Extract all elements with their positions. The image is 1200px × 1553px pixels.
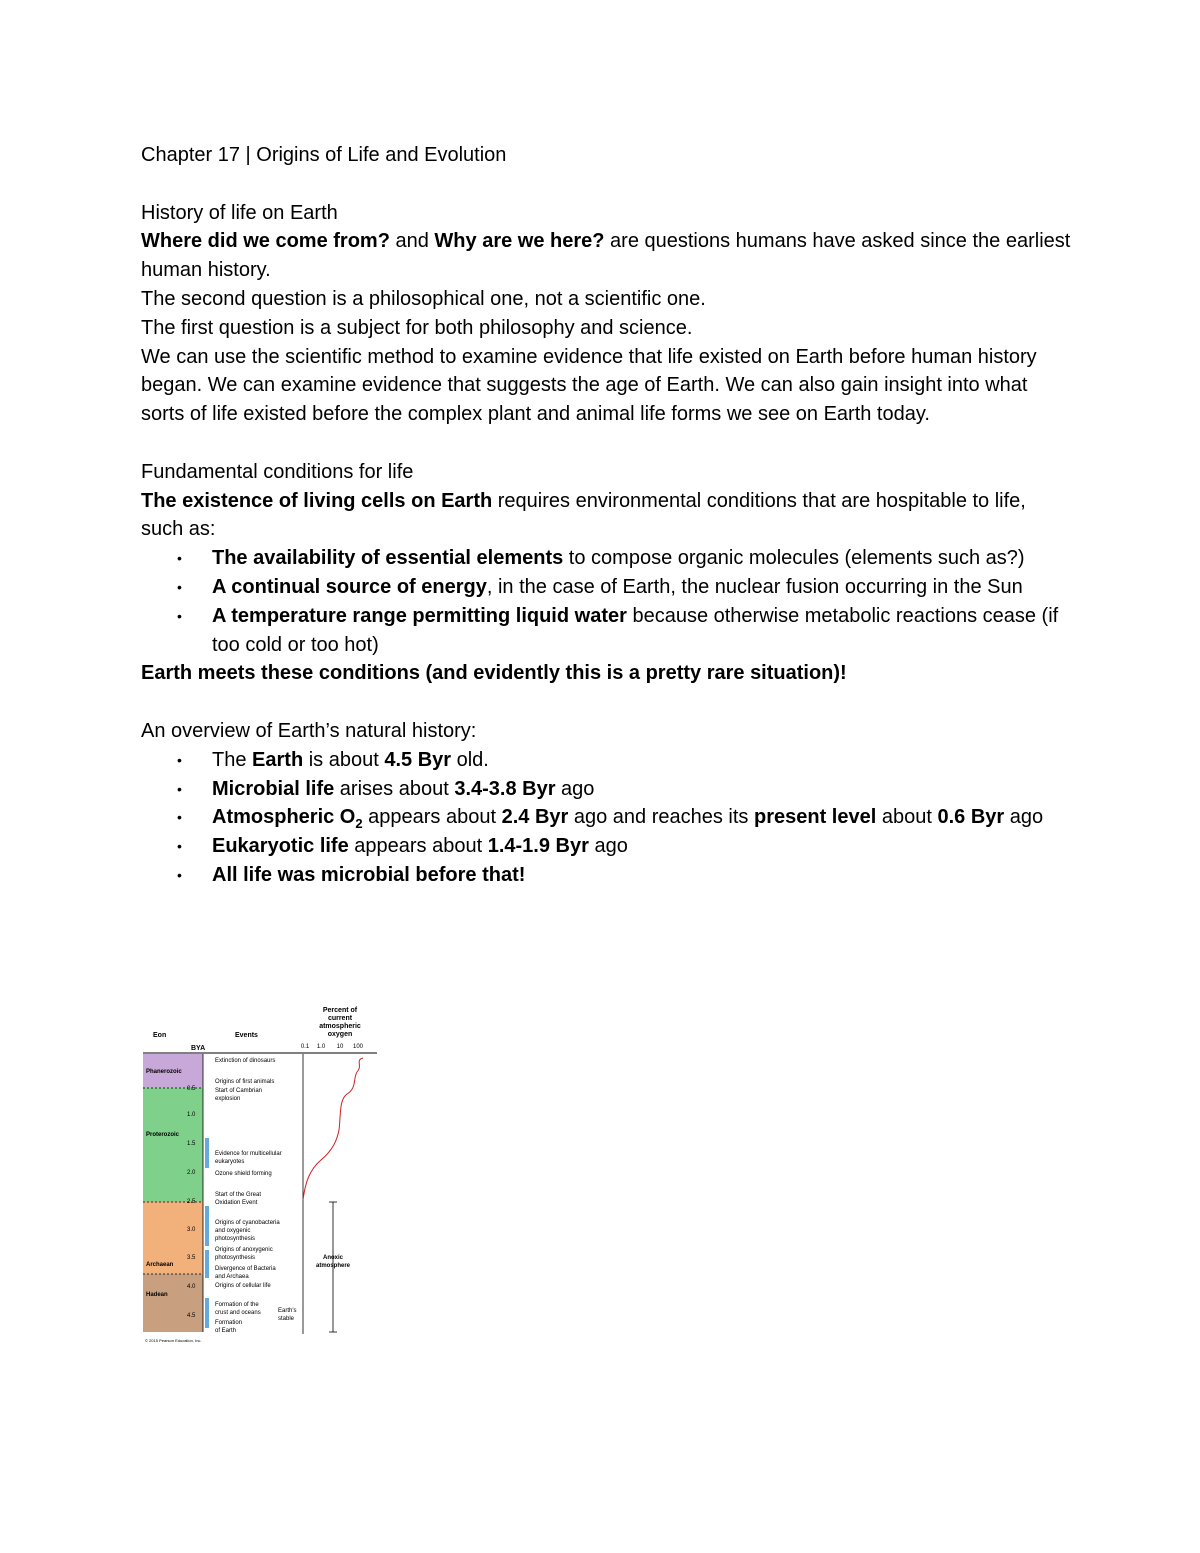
figure-oxygen-header-1: Percent of <box>322 1007 358 1014</box>
event-label: Origins of anoxygenic <box>215 1247 273 1253</box>
conditions-list <box>141 544 1071 659</box>
event-label: Origins of first animals <box>215 1079 275 1085</box>
figure-oxygen-header-3: atmospheric <box>319 1023 361 1030</box>
bullet-icon: • <box>177 866 182 883</box>
event-label: Evidence for multicellular <box>215 1151 282 1157</box>
event-label: and oxygenic <box>215 1228 251 1234</box>
event-label: Formation of the <box>215 1302 259 1308</box>
event-label: Start of Cambrian <box>215 1088 263 1094</box>
anoxic-label: atmosphere <box>315 1263 351 1269</box>
figure-oxygen-tick: 100 <box>352 1044 364 1050</box>
figure-oxygen-tick: 1.0 <box>316 1044 326 1050</box>
history-line-3: The first question is a subject for both philosophy and science. <box>141 316 693 339</box>
event-bar <box>205 1138 209 1168</box>
event-label: Origins of cyanobacteria <box>215 1220 280 1226</box>
event-label: explosion <box>215 1096 241 1102</box>
event-label: eukaryotes <box>215 1159 245 1165</box>
eon-label: Hadean <box>146 1292 168 1298</box>
event-bar <box>205 1298 209 1328</box>
event-label: and Archaea <box>215 1274 249 1280</box>
conditions-heading: Fundamental conditions for life <box>141 460 414 483</box>
bya-tick: 1.5 <box>187 1141 196 1147</box>
bya-tick: 2.0 <box>187 1170 196 1176</box>
figure-events-header: Events <box>235 1032 258 1039</box>
eon-label: Phanerozoic <box>146 1069 182 1075</box>
list-item: • Atmospheric $O_2$ appears about 2.4 Byr ago and reaches its present level about 0.6 Byr ago <box>141 803 1071 832</box>
figure-bya-label: BYA <box>191 1045 206 1052</box>
event-label: Start of the Great <box>215 1192 262 1198</box>
eon-label: Proterozoic <box>146 1132 180 1138</box>
event-label: crust and oceans <box>215 1310 261 1316</box>
list-item: • A temperature range permitting liquid water because otherwise metabolic reactions cease (if too cold or too hot) <box>141 602 1071 660</box>
history-line-2: The second question is a philosophical one, not a scientific one. <box>141 287 706 310</box>
history-line-4: We can use the scientific method to examine evidence that life existed on Earth before human history began. We can examine evidence that suggests the age of Earth. We can also gain insight into what sorts of life existed before the complex plant and animal life forms we see on Earth today. <box>141 345 1037 426</box>
figure-eon-header: Eon <box>153 1032 167 1039</box>
event-label: Formation <box>215 1320 243 1326</box>
history-heading: History of life on Earth <box>141 201 338 224</box>
earth-history-figure <box>143 1004 379 1344</box>
bya-tick: 3.0 <box>187 1227 196 1233</box>
bya-tick: 0.5 <box>187 1086 196 1092</box>
figure-oxygen-header-2: current <box>327 1015 353 1022</box>
bullet-icon: • <box>177 550 182 567</box>
page-title: Chapter 17 | Origins of Life and Evolution <box>141 144 507 166</box>
list-item: • Eukaryotic life appears about 1.4-1.9 Byr ago <box>141 832 1071 861</box>
bullet-icon: • <box>177 751 182 768</box>
event-bar <box>205 1206 209 1246</box>
figure-oxygen-header-4: oxygen <box>327 1031 353 1038</box>
bullet-icon: • <box>177 780 182 797</box>
bullet-icon: • <box>177 607 182 624</box>
event-label: Oxidation Event <box>215 1200 258 1206</box>
figure-oxygen-tick: 0.1 <box>300 1044 310 1050</box>
bya-tick: 4.0 <box>187 1284 196 1290</box>
overview-list <box>141 746 1071 890</box>
conditions-intro: The existence of living cells on Earth requires environmental conditions that are hospitable to life, such as: <box>141 489 1026 541</box>
bya-tick: 4.5 <box>187 1313 196 1319</box>
event-label: photosynthesis <box>215 1255 256 1261</box>
event-label: photosynthesis <box>215 1236 256 1242</box>
earth-stable-label: stable <box>278 1316 295 1322</box>
document-page <box>141 141 1071 890</box>
bullet-icon: • <box>177 809 182 826</box>
anoxic-label: Anoxic <box>322 1255 344 1261</box>
list-item: • All life was microbial before that! <box>141 861 1071 890</box>
event-bar <box>205 1250 209 1278</box>
figure-credit: © 2015 Pearson Education, Inc. <box>145 1338 202 1343</box>
eon-label: Archaean <box>146 1262 174 1268</box>
overview-heading: An overview of Earth’s natural history: <box>141 719 477 742</box>
bya-tick: 1.0 <box>187 1112 196 1118</box>
eon-band-hadean <box>143 1274 203 1332</box>
event-label: Ozone shield forming <box>215 1171 272 1177</box>
earth-stable-label: Earth's <box>278 1308 297 1314</box>
event-label: Divergence of Bacteria <box>215 1266 276 1272</box>
list-item: • The availability of essential elements to compose organic molecules (elements such as?) <box>141 544 1071 573</box>
oxygen-curve <box>303 1058 363 1200</box>
event-label: Extinction of dinosaurs <box>215 1058 276 1064</box>
bullet-icon: • <box>177 838 182 855</box>
conditions-conclusion: Earth meets these conditions (and evidently this is a pretty rare situation)! <box>141 662 847 685</box>
list-item: • Microbial life arises about 3.4-3.8 Byr ago <box>141 775 1071 804</box>
event-label: Origins of cellular life <box>215 1283 271 1289</box>
history-question-paragraph: Where did we come from? and Why are we here? are questions humans have asked since the earliest human history. <box>141 230 1071 282</box>
list-item: • A continual source of energy, in the case of Earth, the nuclear fusion occurring in the Sun <box>141 573 1071 602</box>
bullet-icon: • <box>177 578 182 595</box>
figure-oxygen-tick: 10 <box>336 1044 344 1050</box>
bya-tick: 2.5 <box>187 1199 196 1205</box>
list-item: • The Earth is about 4.5 Byr old. <box>141 746 1071 775</box>
bya-tick: 3.5 <box>187 1255 196 1261</box>
event-label: of Earth <box>215 1328 237 1334</box>
